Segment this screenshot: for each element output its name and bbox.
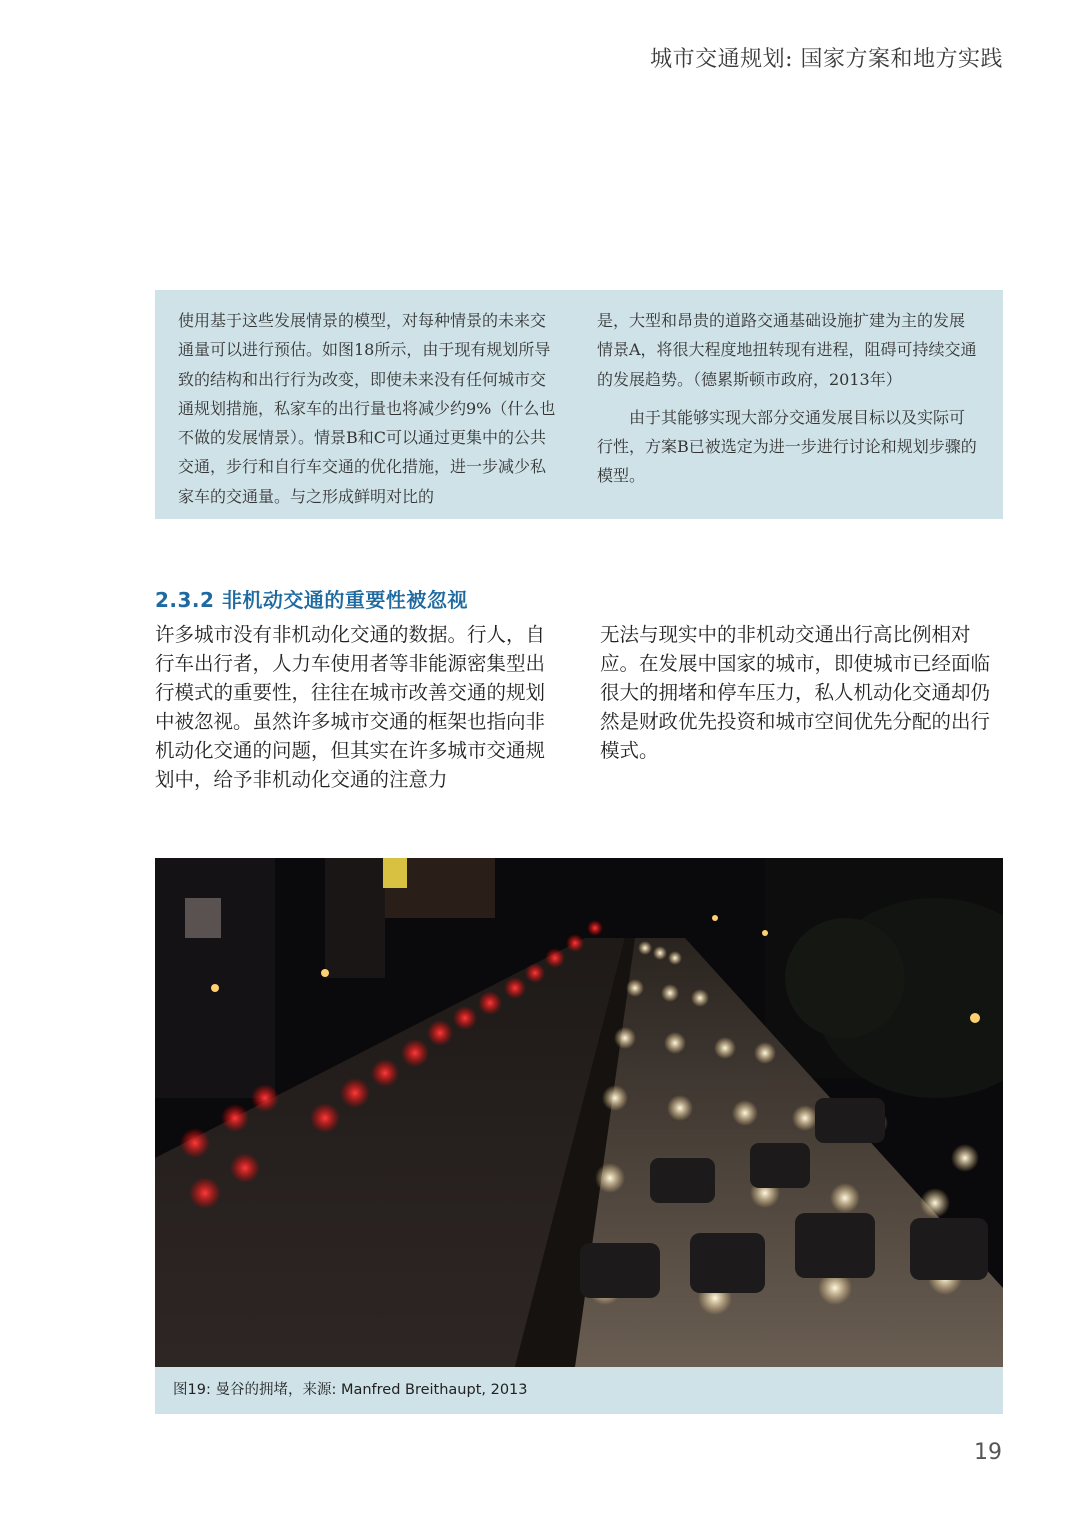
body-left-column [155,620,558,794]
running-head-title: 城市交通规划: 国家方案和地方实践 [650,47,1003,72]
figure-caption: 图19: 曼谷的拥堵，来源: Manfred Breithaupt, 2013 [155,1367,1003,1414]
info-box-paragraph: 是，大型和昂贵的道路交通基础设施扩建为主的发展情景A，将很大程度地扭转现有进程，阻碍可持续交通的发展趋势。（德累斯顿市政府，2013年） [597,311,977,389]
info-box-right-column [597,306,979,519]
info-box-paragraph: 由于其能够实现大部分交通发展目标以及实际可行性，方案B已被选定为进一步进行讨论和规划步骤的模型。 [597,407,977,486]
body-paragraph: 无法与现实中的非机动交通出行高比例相对应。在发展中国家的城市，即使城市已经面临很大的拥堵和停车压力，私人机动化交通却仍然是财政优先投资和城市空间优先分配的出行模式。 [600,623,991,762]
body-paragraph: 许多城市没有非机动化交通的数据。行人，自行车出行者，人力车使用者等非能源密集型出行模式的重要性，往往在城市改善交通的规划中被忽视。虽然许多城市交通的框架也指向非机动化交通的问题，但其实在许多城市交通规划中，给予非机动化交通的注意力 [155,623,546,791]
page-number: 19 [974,1440,1002,1465]
info-box-left-column [178,306,560,519]
section-heading: 2.3.2 非机动交通的重要性被忽视 [155,588,468,612]
traffic-photo-illustration [155,858,1003,1367]
body-right-column [600,620,1003,794]
info-box-paragraph: 使用基于这些发展情景的模型，对每种情景的未来交通量可以进行预估。如图18所示，由于现有规划所导致的结构和出行行为改变，即使未来没有任何城市交通规划措施，私家车的出行量也将减少约9%（什么也不做的发展情景）。情景B和C可以通过更集中的公共交通，步行和自行车交通的优化措施，进一步减少私家车的交通量。与之形成鲜明对比的 [178,311,556,506]
body-text [155,620,1003,794]
traffic-photo [155,858,1003,1367]
info-box [155,290,1003,519]
